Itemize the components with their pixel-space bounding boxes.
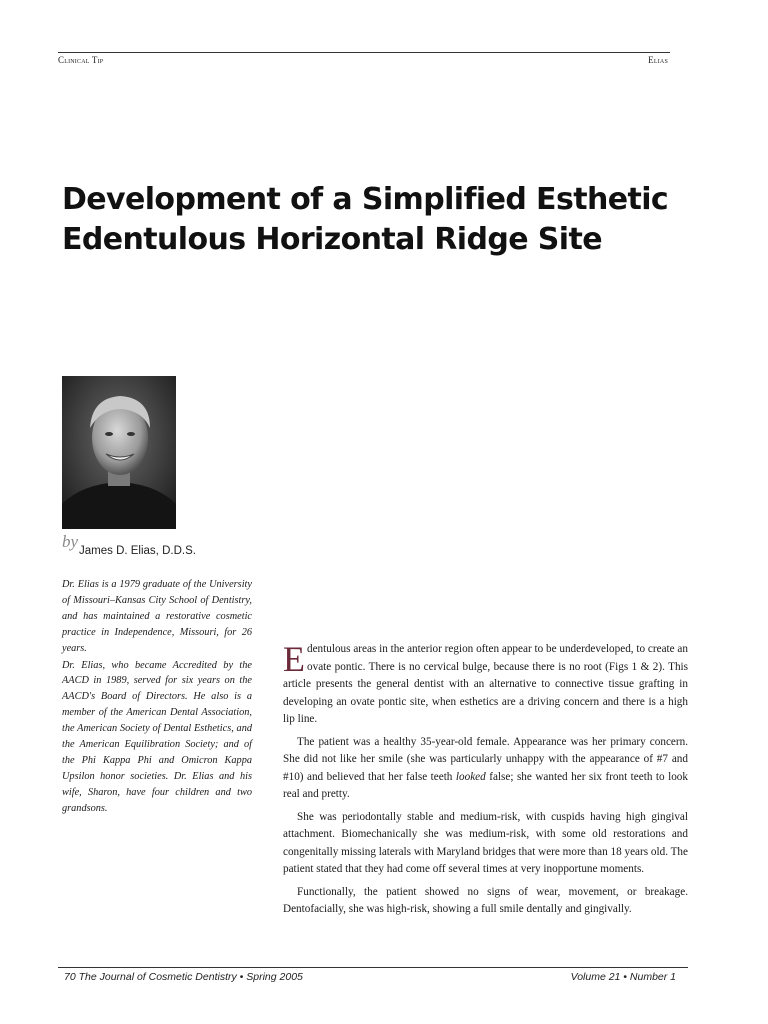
byline xyxy=(62,532,262,562)
header-rule xyxy=(58,52,670,53)
body-paragraph-3: She was periodontally stable and medium-risk, with cuspids having high gingival attachment. Biomechanically she was medium-risk, with some old restorations and congenitally missing laterals with Maryland bridges that were more than 18 years old. The patient stated that they had come off several times at very inopportune moments. xyxy=(283,810,688,875)
drop-cap: E xyxy=(283,639,305,679)
body-paragraph-2-text-b: false; she wanted her six front teeth to look real and pretty. xyxy=(283,770,688,800)
footer-journal-info: 70 The Journal of Cosmetic Dentistry • Spring 2005 xyxy=(64,971,303,983)
body-paragraph-2-emphasis: looked xyxy=(455,770,486,783)
bio-paragraph-1: Dr. Elias is a 1979 graduate of the University of Missouri–Kansas City School of Dentistry, and has maintained a restorative cosmetic practice in Independence, Missouri, for 26 years. xyxy=(62,579,252,654)
author-name: James D. Elias, D.D.S. xyxy=(79,545,196,557)
footer-rule xyxy=(58,967,688,968)
footer-volume-info: Volume 21 • Number 1 xyxy=(570,971,676,983)
bio-paragraph-2: Dr. Elias, who became Accredited by the AACD in 1989, served for six years on the AACD's Board of Directors. He also is a member of the American Dental Association, the American Society of Dental Esthetics, and the American Equilibration Society; and of the Phi Kappa Phi and Omicron Kappa Upsilon honor societies. Dr. Elias and his wife, Sharon, have four children and two grandsons. xyxy=(62,659,252,814)
author-running-head: Elias xyxy=(648,55,668,65)
section-label: Clinical Tip xyxy=(58,55,104,65)
body-paragraph-2-text-a: The patient was a healthy 35-year-old female. Appearance was her primary concern. She did not like her smile (she was particularly unhappy with the appearance of #7 and #10) and believed that her false teeth xyxy=(283,735,688,783)
article-body xyxy=(283,641,688,919)
body-paragraph-1 xyxy=(283,641,688,729)
article-title xyxy=(62,180,682,260)
body-paragraph-1-text: dentulous areas in the anterior region often appear to be underdeveloped, to create an ovate pontic. There is no cervical bulge, because there is no root (Figs 1 & 2). This article presents the general dentist with an alternative to connective tissue grafting in developing an ovate pontic site, when esthetics are a driving concern and there is a high lip line. xyxy=(283,643,688,725)
author-portrait-image xyxy=(62,376,176,529)
title-line-1: Development of a Simplified Esthetic xyxy=(62,182,669,217)
body-paragraph-4: Functionally, the patient showed no signs of wear, movement, or breakage. Dentofacially, she was high-risk, showing a full smile dentally and gingivally. xyxy=(283,885,688,915)
running-footer xyxy=(58,967,688,987)
body-paragraph-2 xyxy=(283,734,688,804)
author-bio xyxy=(62,577,252,817)
byline-by: by xyxy=(62,532,79,551)
author-photo xyxy=(62,376,176,529)
running-header xyxy=(58,52,670,66)
title-line-2: Edentulous Horizontal Ridge Site xyxy=(62,222,602,257)
